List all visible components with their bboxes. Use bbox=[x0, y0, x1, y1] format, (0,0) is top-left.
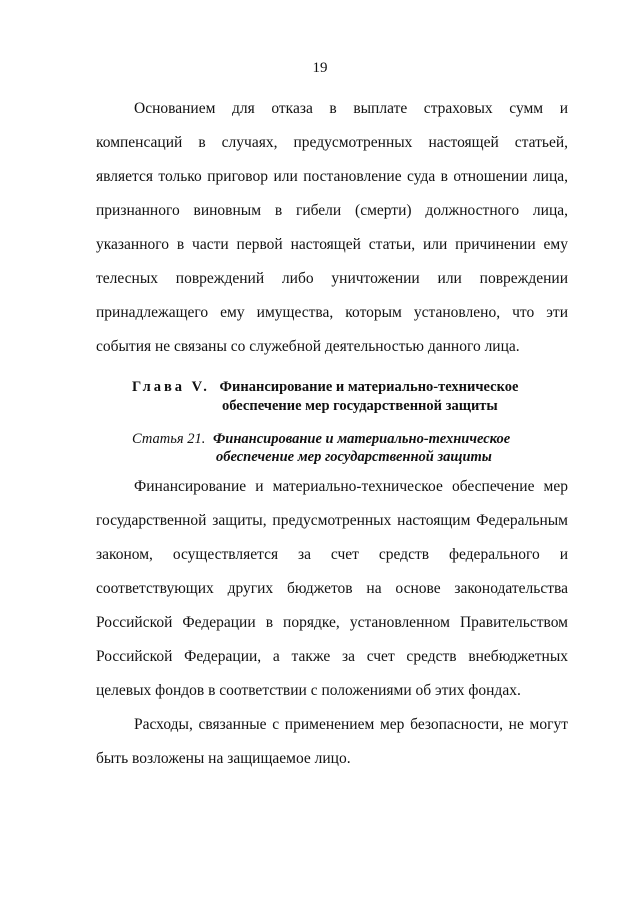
article-heading bbox=[132, 430, 572, 466]
paragraph-text: Расходы, связанные с применением мер безопасности, не могут быть возложены на защищаемое лицо. bbox=[96, 716, 568, 767]
chapter-title-line-1: Финансирование и материально-техническое bbox=[219, 379, 519, 395]
paragraph-text: Основанием для отказа в выплате страховых сумм и компенсаций в случаях, предусмотренных настоящей статьей, является только приговор или постановление суда в отношении лица, признанного виновным в гибели (смерти) должностного лица, указанного в части первой настоящей статьи, или причинении ему телесных повреждений либо уничтожении или повреждении принадлежащего ему имущества, которым установлено, что эти события не связаны со служебной деятельностью данного лица. bbox=[96, 100, 568, 355]
article-title-line-1: Финансирование и материально-техническое bbox=[212, 431, 511, 447]
article-title-line-2: обеспечение мер государственной защиты bbox=[216, 449, 492, 465]
chapter-label: Глава V. bbox=[132, 379, 210, 395]
page-number: 19 bbox=[312, 60, 328, 76]
paragraph-refusal-grounds bbox=[96, 92, 568, 364]
chapter-title-line-2: обеспечение мер государственной защиты bbox=[222, 398, 498, 414]
paragraph-expenses bbox=[96, 708, 568, 776]
paragraph-financing bbox=[96, 470, 568, 708]
article-label: Статья 21. bbox=[132, 431, 206, 447]
paragraph-text: Финансирование и материально-техническое обеспечение мер государственной защиты, предусмотренных настоящим Федеральным законом, осуществляется за счет средств федерального и соответствующих других бюджетов на основе законодательства Российской Федерации в порядке, установленном Правительством Российской Федерации, а также за счет средств внебюджетных целевых фондов в соответствии с положениями об этих фондах. bbox=[96, 478, 568, 699]
chapter-heading bbox=[132, 378, 572, 416]
